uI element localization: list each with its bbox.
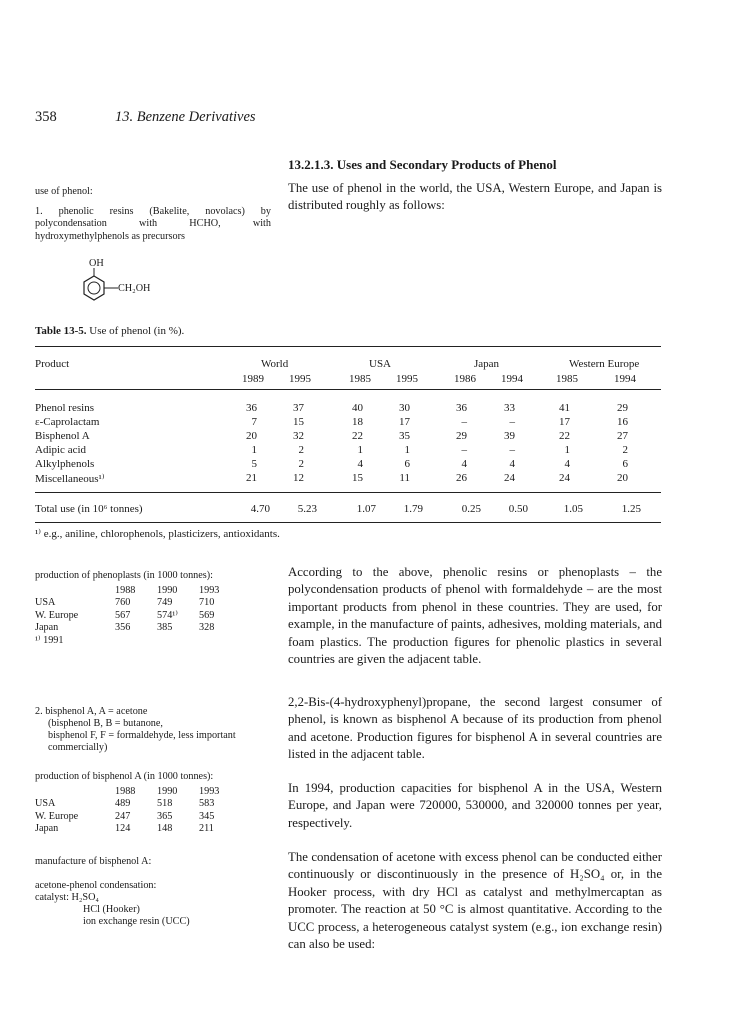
table-total-cell: 4.70: [250, 503, 270, 515]
table-row: [35, 597, 241, 609]
table-cell: 583: [199, 798, 215, 810]
table-caption: Table 13-5. Use of phenol (in %).: [35, 325, 185, 337]
table-cell: 4: [509, 458, 515, 470]
paragraph-bisphenol: 2,2-Bis-(4-hydroxyphenyl)propane, the second largest consumer of phenol, is known as bisphenol A because of its production from phenol and acetone. Production figures for bisphenol A in several countries are listed in the adjacent table.: [288, 695, 662, 762]
table-cell: 18: [352, 416, 363, 428]
manufacture-cat2: HCl (Hooker): [83, 904, 140, 915]
table-total-cell: 1.25: [621, 503, 641, 515]
table-year: 1985: [556, 373, 578, 385]
table-cell: 518: [157, 798, 173, 810]
table-row: [35, 823, 241, 835]
table-cell: 1993: [199, 585, 220, 596]
table-row-name: Bisphenol A: [35, 430, 90, 442]
table-cell: 35: [399, 430, 410, 442]
table-cell: 33: [504, 402, 515, 414]
table-total-cell: 0.50: [508, 503, 528, 515]
table-cell: 247: [115, 810, 131, 822]
table-cell: 7: [251, 416, 257, 428]
table-cell: 17: [559, 416, 570, 428]
table-year: 1994: [614, 373, 636, 385]
table-row-name: Miscellaneous¹⁾: [35, 473, 105, 485]
table-cell: –: [509, 444, 515, 456]
table-bottom-rule: [35, 522, 661, 523]
table-cell: 15: [352, 472, 363, 484]
table-cell: 2: [298, 444, 304, 456]
table-top-rule: [35, 346, 661, 347]
manufacture-line1: acetone-phenol condensation:: [35, 880, 157, 891]
table-cell: 1990: [157, 786, 178, 797]
table-year: 1994: [501, 373, 523, 385]
table-cell: 2: [622, 444, 628, 456]
table-group-world: World: [261, 358, 289, 370]
table-cell: 1: [357, 444, 363, 456]
table-row: [35, 798, 241, 810]
table-body-rule: [35, 492, 661, 493]
table-cell: 39: [504, 430, 515, 442]
table-group-usa: USA: [369, 358, 392, 370]
table-cell: 27: [617, 430, 628, 442]
table-cell: 2: [298, 458, 304, 470]
struct-ch2oh-label: CH₂OH: [118, 283, 151, 294]
table-row-name: ε-Caprolactam: [35, 416, 100, 428]
table-cell: 29: [617, 402, 628, 414]
bisphenol-note-line3: bisphenol F, F = formaldehyde, less important commercially): [48, 730, 236, 754]
table-header-rule: [35, 389, 661, 390]
phenoplasts-table: [35, 585, 241, 647]
table-row: [35, 786, 241, 798]
table-row: [35, 635, 241, 647]
table-cell: 41: [559, 402, 570, 414]
table-row: [35, 622, 241, 634]
table-group-western-europe: Western Europe: [569, 358, 640, 370]
table-cell: 1988: [115, 585, 136, 596]
bisphenolA-table: [35, 786, 241, 836]
table-cell: 569: [199, 609, 215, 621]
table-cell: 17: [399, 416, 410, 428]
table-year: 1995: [396, 373, 418, 385]
table-cell: 4: [461, 458, 467, 470]
table-cell: –: [509, 416, 515, 428]
manufacture-catalyst: catalyst: H₂SO₄: [35, 892, 99, 903]
table-cell: USA: [35, 798, 56, 810]
table-cell: 710: [199, 597, 215, 609]
table-cell: 1990: [157, 585, 178, 596]
table-cell: 30: [399, 402, 410, 414]
table-cell: 6: [404, 458, 410, 470]
table-cell: 15: [293, 416, 304, 428]
table-cell: USA: [35, 597, 56, 609]
table-cell: 36: [246, 402, 257, 414]
table-cell: 574¹⁾: [157, 609, 178, 621]
table-cell: 26: [456, 472, 467, 484]
table-cell: 345: [199, 810, 215, 822]
table-total-cell: 0.25: [461, 503, 481, 515]
paragraph-condensation: The condensation of acetone with excess phenol can be conducted either continuously or discontinuously in the presence of H₂SO₄ or, in the Hooker process, with dry HCl as catalyst and methylmercaptan as promoter. The reaction at 50 °C is almost quantitative. According to the UCC process, a heterogeneous catalyst system (e.g., ion exchange resin) can also be used:: [288, 850, 662, 952]
table-cell: 11: [399, 472, 410, 484]
table-cell: 148: [157, 823, 173, 835]
section-intro: The use of phenol in the world, the USA, Western Europe, and Japan is distributed roughly as follows:: [288, 181, 662, 213]
table-cell: 6: [622, 458, 628, 470]
table-cell: 4: [357, 458, 363, 470]
table-cell: 36: [456, 402, 467, 414]
bisphenol-note-line1: 2. bisphenol A, A = acetone: [35, 706, 148, 717]
table-row: [35, 610, 241, 622]
phenoplasts-title: production of phenoplasts (in 1000 tonnes):: [35, 570, 213, 581]
chapter-title: 13. Benzene Derivatives: [115, 109, 256, 125]
table-cell: Japan: [35, 823, 59, 835]
table-total-cell: 5.23: [297, 503, 317, 515]
table-cell: 24: [559, 472, 570, 484]
table-cell: 749: [157, 597, 173, 609]
page-number: 358: [35, 109, 57, 125]
table-cell: 16: [617, 416, 628, 428]
margin-item-1: 1. phenolic resins (Bakelite, novolacs) by polycondensation with HCHO, with hydroxymethylphenols as precursors: [35, 206, 271, 242]
table-cell: 22: [352, 430, 363, 442]
table-cell: Japan: [35, 622, 59, 634]
table-cell: 385: [157, 622, 173, 634]
table-cell: 1988: [115, 786, 136, 797]
struct-oh-label: OH: [89, 258, 104, 269]
table-cell: 12: [293, 472, 304, 484]
margin-use-label: use of phenol:: [35, 186, 93, 197]
table-cell: W. Europe: [35, 609, 79, 621]
table-row-name: Alkylphenols: [35, 458, 95, 470]
table-cell: 24: [504, 472, 515, 484]
table-cell: 20: [246, 430, 257, 442]
table-footnote: ¹⁾ e.g., aniline, chlorophenols, plasticizers, antioxidants.: [35, 528, 280, 540]
table-year: 1985: [349, 373, 371, 385]
table-cell: 211: [199, 823, 214, 835]
manufacture-title: manufacture of bisphenol A:: [35, 856, 152, 867]
table-col-product: Product: [35, 358, 70, 370]
table-cell: 37: [293, 402, 304, 414]
table-row: [35, 585, 241, 597]
table-year: 1986: [454, 373, 476, 385]
manufacture-cat3: ion exchange resin (UCC): [83, 916, 190, 927]
table-cell: 29: [456, 430, 467, 442]
table-cell: 124: [115, 823, 131, 835]
table-cell: 40: [352, 402, 363, 414]
table-cell: 1: [251, 444, 257, 456]
table-cell: 1993: [199, 786, 220, 797]
table-group-japan: Japan: [474, 358, 500, 370]
table-cell: 32: [293, 430, 304, 442]
table-cell: 356: [115, 622, 131, 634]
table-row: [35, 811, 241, 823]
table-row-name: Adipic acid: [35, 444, 87, 456]
table-cell: 489: [115, 798, 131, 810]
table-cell: 22: [559, 430, 570, 442]
table-row-name: Phenol resins: [35, 402, 94, 414]
bisphenol-note-line2: (bisphenol B, B = butanone,: [48, 718, 163, 729]
table-total-label: Total use (in 10⁶ tonnes): [35, 503, 143, 515]
table-cell: 328: [199, 622, 215, 634]
paragraph-phenoplasts: According to the above, phenolic resins or phenoplasts – the polycondensation products of phenol with formaldehyde – are the most important products from phenol in these countries. They are used, for example, in the manufacture of paints, adhesives, molding materials, and foam plastics. The production figures for phenolic plastics in several countries are given the adjacent table.: [288, 565, 662, 667]
table-cell: 1: [564, 444, 570, 456]
table-cell: 567: [115, 609, 131, 621]
section-title: 13.2.1.3. Uses and Secondary Products of Phenol: [288, 157, 557, 172]
table-cell: –: [461, 416, 467, 428]
table-total-cell: 1.07: [356, 503, 376, 515]
table-cell: W. Europe: [35, 810, 79, 822]
table-cell: 760: [115, 597, 131, 609]
table-cell: –: [461, 444, 467, 456]
table-cell: 1: [404, 444, 410, 456]
bisphenolA-title: production of bisphenol A (in 1000 tonnes):: [35, 771, 214, 782]
table-cell: 21: [246, 472, 257, 484]
table-cell: 20: [617, 472, 628, 484]
table-cell: 4: [564, 458, 570, 470]
table-total-cell: 1.05: [563, 503, 583, 515]
table-cell: 5: [251, 458, 257, 470]
table-cell: 365: [157, 810, 173, 822]
paragraph-capacities: In 1994, production capacities for bisphenol A in the USA, Western Europe, and Japan were 720000, 530000, and 320000 tonnes per year, respectively.: [288, 781, 662, 830]
table-year: 1995: [289, 373, 311, 385]
table-year: 1989: [242, 373, 264, 385]
phenoplasts-note: ¹⁾ 1991: [35, 634, 64, 646]
table-total-cell: 1.79: [403, 503, 423, 515]
